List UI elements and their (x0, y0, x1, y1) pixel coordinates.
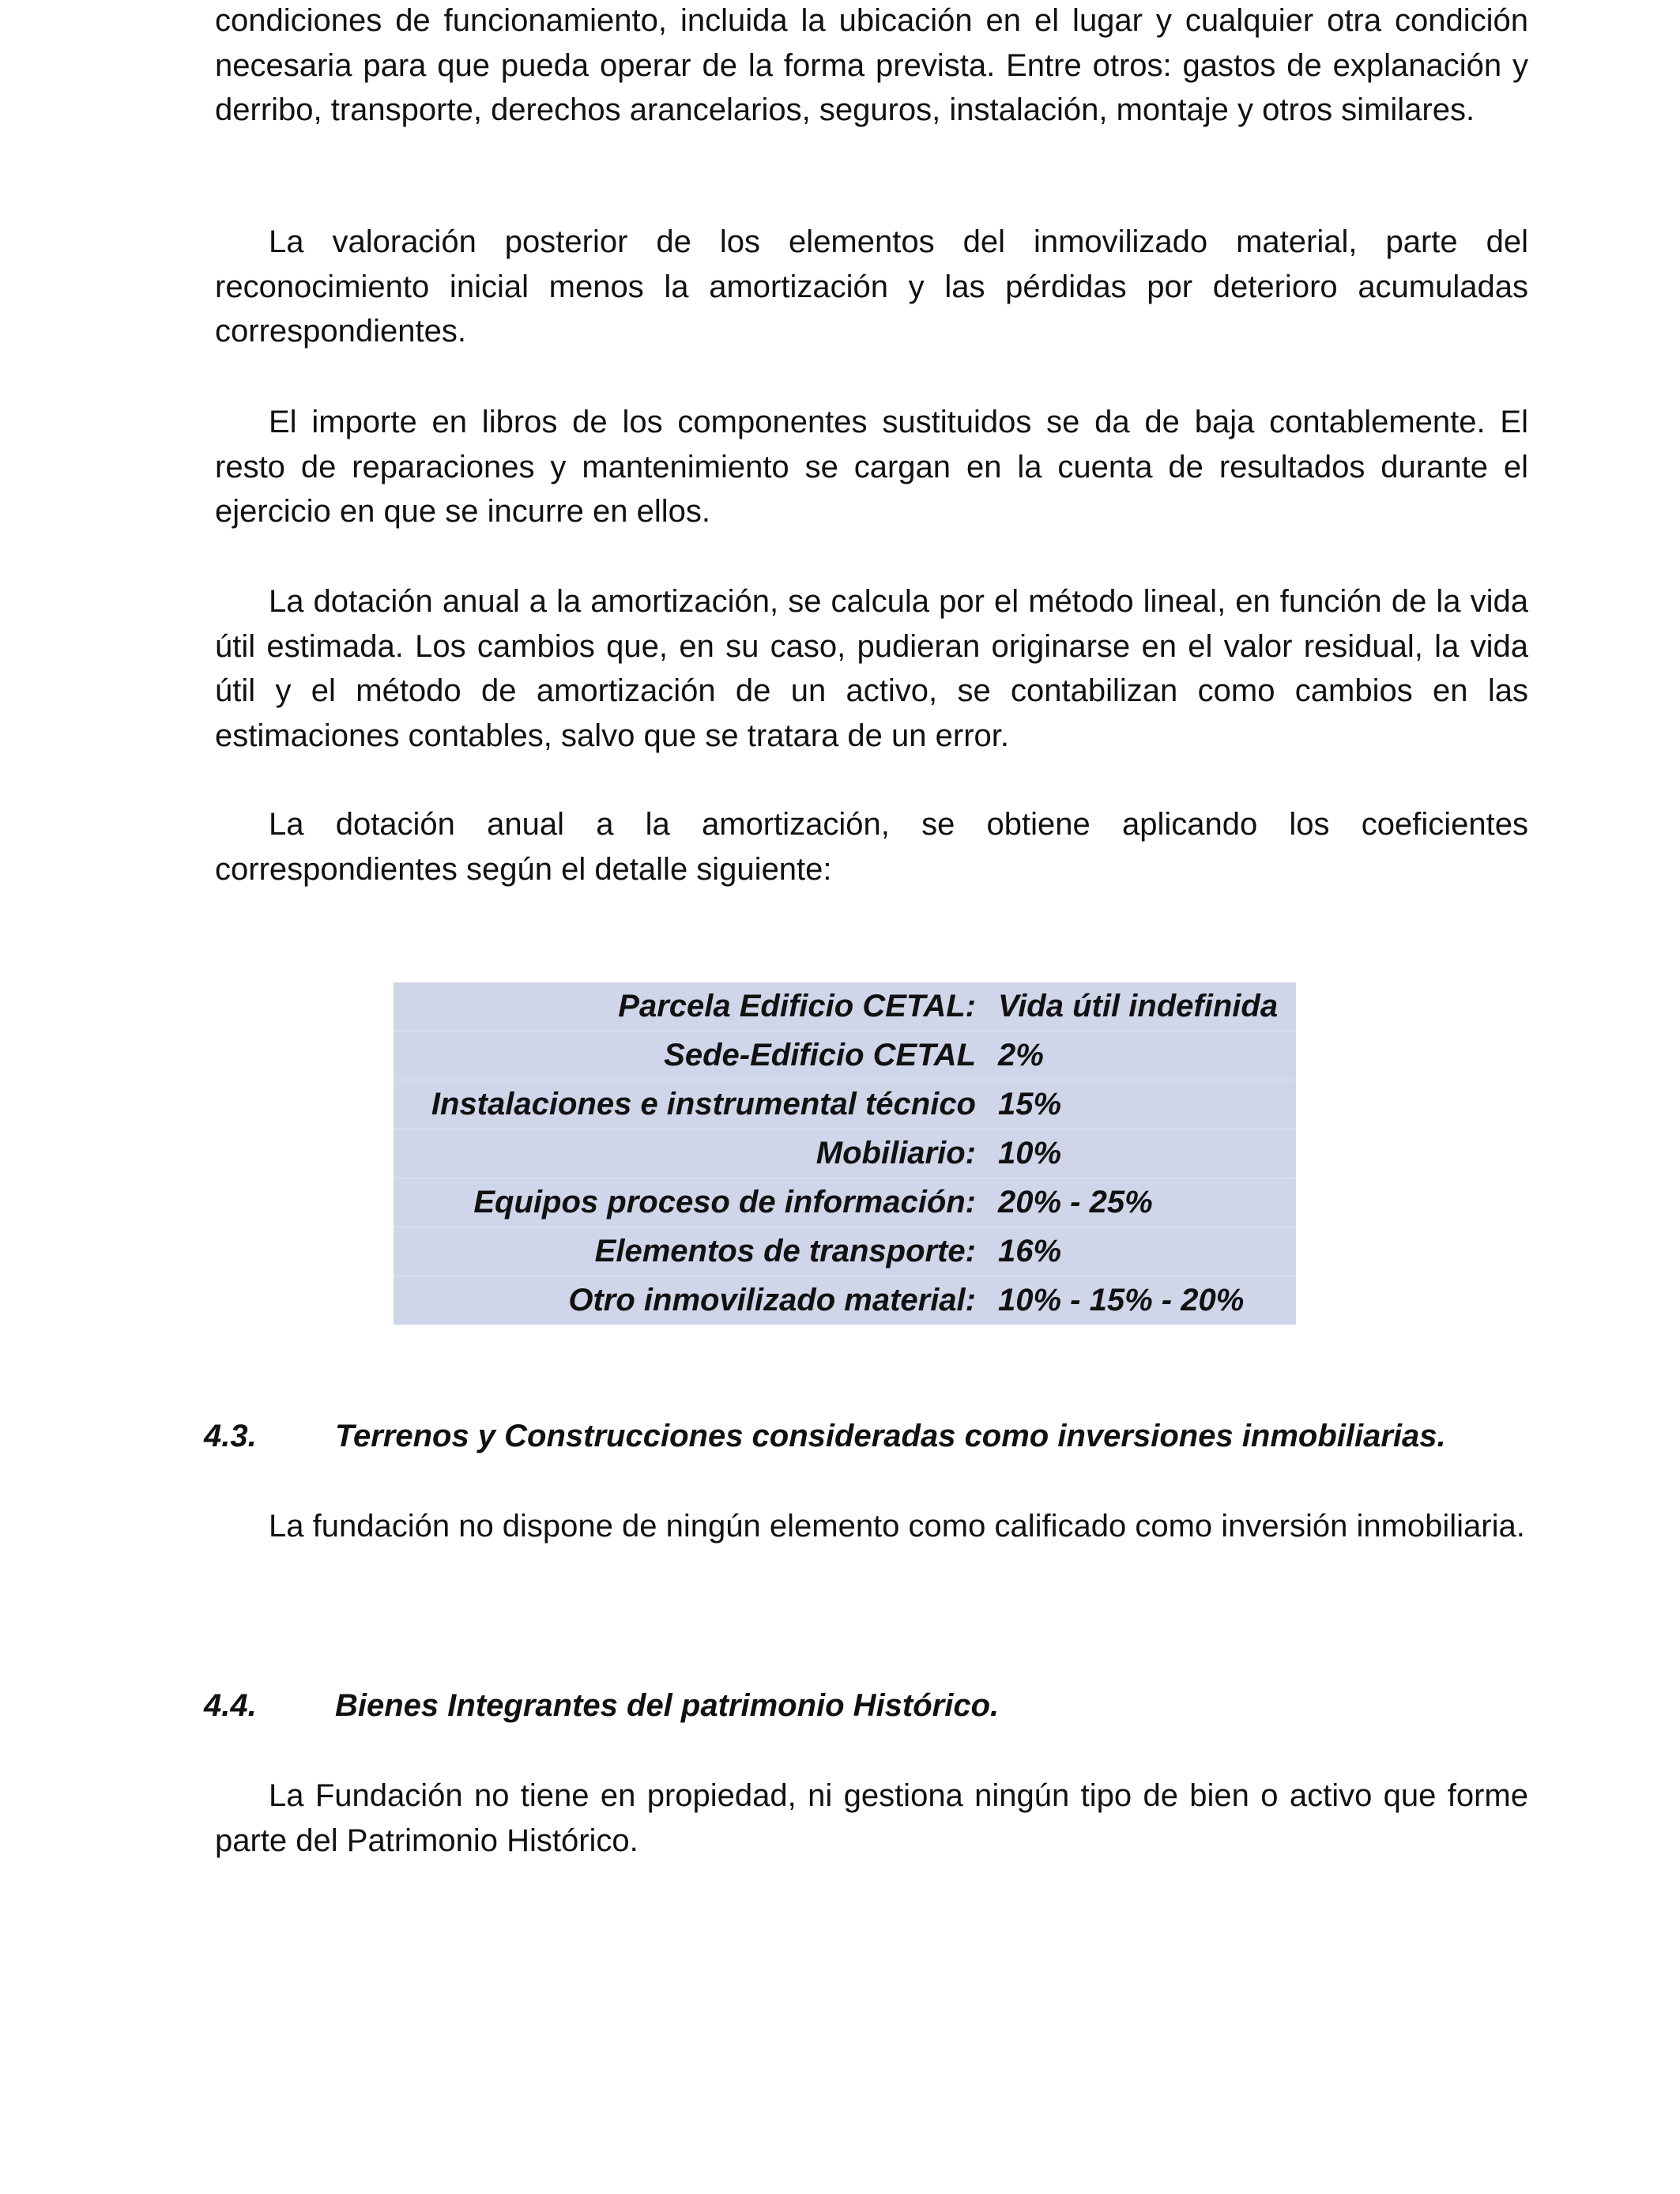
row-label: Instalaciones e instrumental técnico (394, 1080, 987, 1129)
row-value: 2% (987, 1031, 1296, 1080)
table-row (394, 1129, 1296, 1178)
paragraph-subsequent-valuation: La valoración posterior de los elementos del inmovilizado material, parte del reconocimiento inicial menos la amortización y las pérdidas por deterioro acumuladas correspondientes. (215, 224, 1528, 349)
row-label: Elementos de transporte: (394, 1227, 987, 1276)
row-value: Vida útil indefinida (987, 982, 1296, 1031)
paragraph-no-real-estate: La fundación no dispone de ningún elemento como calificado como inversión inmobiliaria. (269, 1509, 1525, 1544)
row-label: Sede-Edificio CETAL (394, 1031, 987, 1080)
row-value: 10% - 15% - 20% (998, 1283, 1245, 1318)
row-label: Parcela Edificio CETAL: (394, 982, 987, 1031)
section-heading-4-3 (204, 1414, 1446, 1458)
row-value: 15% (987, 1080, 1296, 1129)
row-label: Mobiliario: (394, 1129, 987, 1178)
row-label: Otro inmovilizado material: (568, 1283, 976, 1318)
table-row (394, 1276, 1296, 1325)
row-value: 10% (987, 1129, 1296, 1178)
paragraph-replaced-components: El importe en libros de los componentes sustituidos se da de baja contablemente. El resto de reparaciones y mantenimiento se cargan en la cuenta de resultados durante el ejercicio en que se incurre en ellos. (215, 405, 1528, 529)
paragraph-conditions: condiciones de funcionamiento, incluida la ubicación en el lugar y cualquier otra condición necesaria para que pueda operar de la forma prevista. Entre otros: gastos de explanación y derribo, transporte, derechos arancelarios, seguros, instalación, montaje y otros similares. (215, 3, 1528, 127)
table-row (394, 982, 1296, 1031)
section-title: Bienes Integrantes del patrimonio Histórico. (335, 1688, 1000, 1723)
paragraph-no-heritage: La Fundación no tiene en propiedad, ni gestiona ningún tipo de bien o activo que forme parte del Patrimonio Histórico. (215, 1778, 1528, 1858)
row-value: 20% - 25% (987, 1178, 1296, 1227)
table-row (394, 1031, 1296, 1080)
table-row (394, 1178, 1296, 1227)
row-value: 16% (987, 1227, 1296, 1276)
paragraph-linear-method: La dotación anual a la amortización, se calcula por el método lineal, en función de la vida útil estimada. Los cambios que, en su caso, pudieran originarse en el valor residual, la vida útil y el método de amortización de un activo, se contabilizan como cambios en las estimaciones contables, salvo que se tratara de un error. (215, 584, 1528, 753)
section-heading-4-4 (204, 1683, 999, 1728)
table-row (394, 1227, 1296, 1276)
row-label: Equipos proceso de información: (394, 1178, 987, 1227)
amortization-coefficients-table (394, 982, 1296, 1325)
table-row (394, 1080, 1296, 1129)
section-number: 4.3. (204, 1419, 257, 1453)
section-title: Terrenos y Construcciones consideradas como inversiones inmobiliarias. (335, 1419, 1446, 1453)
paragraph-coefficients-intro: La dotación anual a la amortización, se obtiene aplicando los coeficientes correspondientes según el detalle siguiente: (215, 807, 1528, 887)
section-number: 4.4. (204, 1688, 257, 1723)
